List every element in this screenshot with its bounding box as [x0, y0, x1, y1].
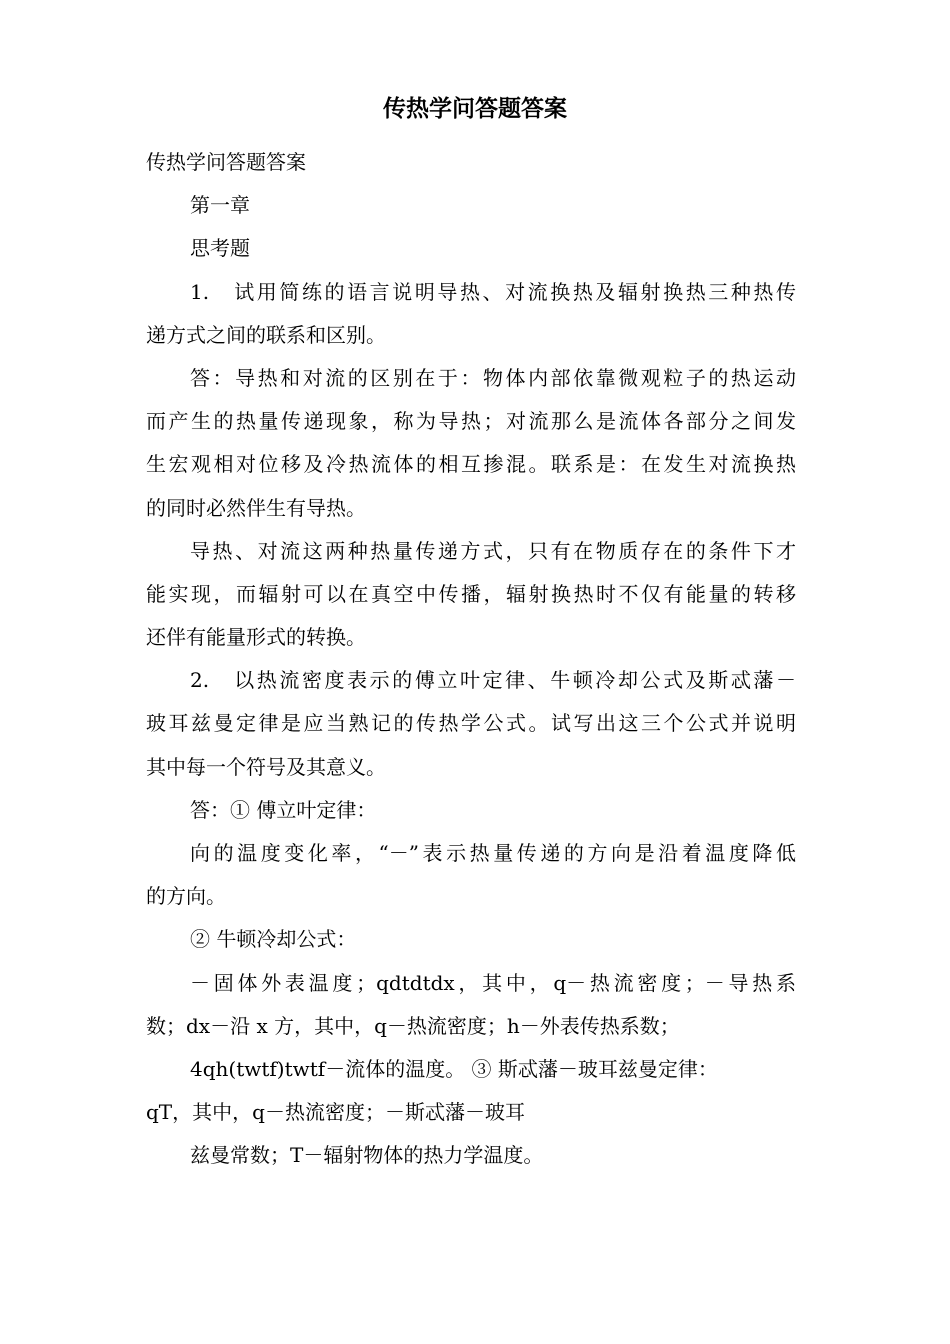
text-line: ② 牛顿冷却公式：: [190, 927, 357, 952]
document-title: 传热学问答题答案: [383, 96, 567, 122]
text-line: qT，其中，q－热流密度；－斯忒藩－玻耳: [146, 1100, 525, 1125]
text-line: 的同时必然伴生有导热。: [146, 495, 366, 520]
text-line: 玻耳兹曼定律是应当熟记的传热学公式。试写出这三个公式并说明: [146, 711, 796, 736]
text-line: 还伴有能量形式的转换。: [146, 625, 366, 650]
text-line: 能实现，而辐射可以在真空中传播，辐射换热时不仅有能量的转移: [146, 581, 796, 606]
text-line: 递方式之间的联系和区别。: [146, 322, 386, 347]
text-line: 而产生的热量传递现象，称为导热；对流那么是流体各部分之间发: [146, 409, 796, 434]
text-line: 兹曼常数；T－辐射物体的热力学温度。: [190, 1143, 544, 1168]
text-line: 传热学问答题答案: [146, 150, 306, 174]
text-line: 答：① 傅立叶定律：: [190, 797, 377, 822]
text-line: 数；dx－沿 x 方，其中，q－热流密度；h－外表传热系数；: [146, 1013, 680, 1038]
text-line: 4qh(twtf)twtf－流体的温度。 ③ 斯忒藩－玻耳兹曼定律：: [190, 1056, 718, 1081]
text-line: 1. 试用简练的语言说明导热、对流换热及辐射换热三种热传: [190, 279, 796, 304]
text-line: 的方向。: [146, 884, 226, 909]
text-line: 2. 以热流密度表示的傅立叶定律、牛顿冷却公式及斯忒藩－: [190, 668, 796, 693]
text-line: 思考题: [190, 236, 250, 261]
text-line: －固体外表温度；qdtdtdx，其中，q－热流密度；－导热系: [190, 970, 796, 995]
text-line: 其中每一个符号及其意义。: [146, 754, 386, 779]
text-line: 导热、对流这两种热量传递方式，只有在物质存在的条件下才: [190, 538, 796, 563]
text-line: 第一章: [190, 193, 250, 218]
text-line: 生宏观相对位移及冷热流体的相互掺混。联系是：在发生对流换热: [146, 452, 796, 477]
text-line: 向的温度变化率，“－”表示热量传递的方向是沿着温度降低: [190, 841, 796, 865]
document-body: [146, 141, 796, 1178]
text-line: 答：导热和对流的区别在于：物体内部依靠微观粒子的热运动: [190, 365, 796, 390]
